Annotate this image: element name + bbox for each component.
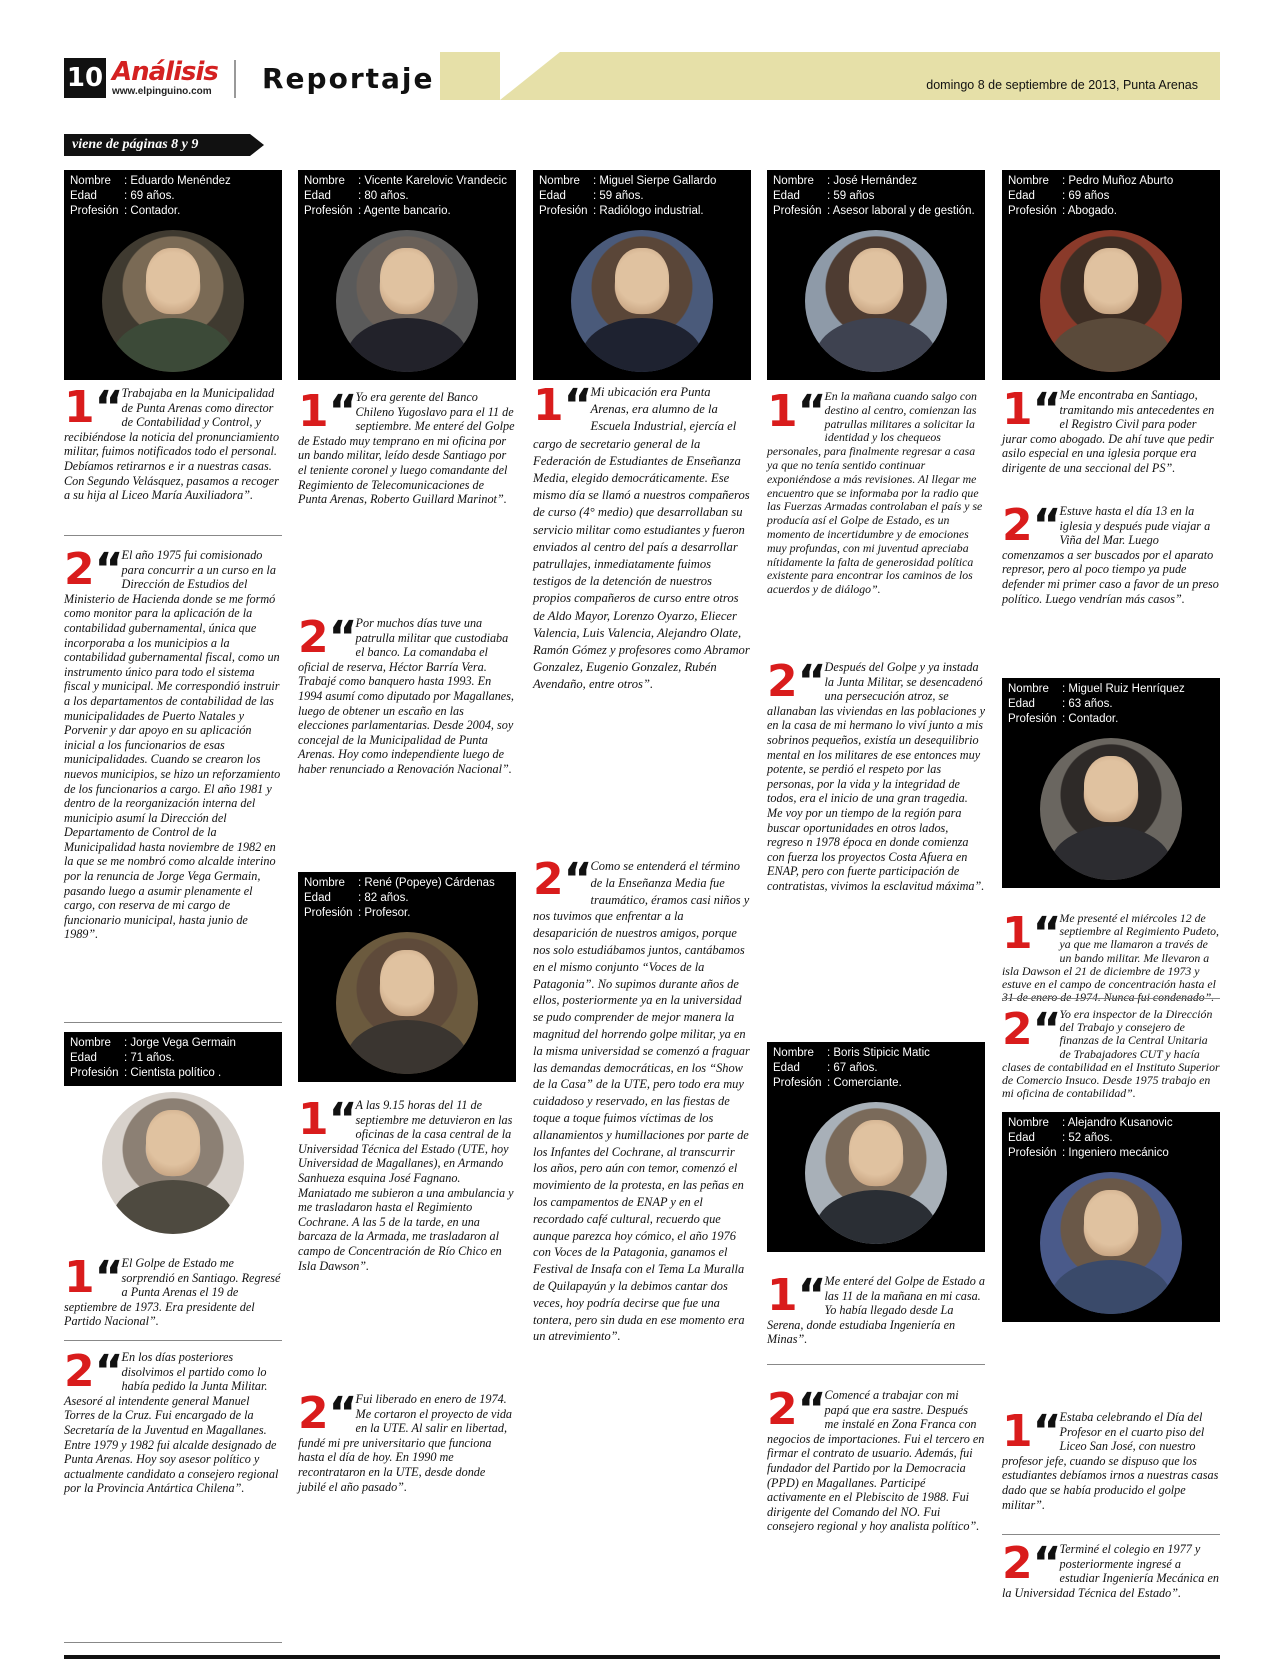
quote-mark-icon: “ [1032,1004,1056,1055]
profile-profession: : Ingeniero mecánico [1062,1147,1169,1159]
profile-profession: : Cientista político . [124,1067,222,1079]
divider [64,1022,282,1023]
quote-miguel-ruiz-2 [1002,1004,1220,1101]
profile-profession: : Asesor laboral y de gestión. [827,205,975,217]
name-label: Nombre [304,175,345,187]
quote-number-2: 2 [298,1388,329,1439]
profile-name: : Jorge Vega Germain [124,1037,236,1049]
profession-label: Profesión [1008,713,1057,725]
profile-card-miguel-ruiz [1002,678,1220,888]
profile-profession: : Contador. [124,205,181,217]
issue-date: domingo 8 de septiembre de 2013, Punta Arenas [926,78,1198,92]
quote-boris-1 [767,1270,985,1347]
quote-jorge-1 [64,1252,282,1329]
quote-number-2: 2 [1002,1004,1033,1055]
header-divider [234,60,236,98]
continued-from: viene de páginas 8 y 9 [64,134,250,156]
quote-number-2: 2 [767,1384,798,1435]
profile-name: : René (Popeye) Cárdenas [358,877,495,889]
quote-number-2: 2 [298,612,329,663]
name-label: Nombre [1008,175,1049,187]
divider [64,1642,282,1643]
quote-mark-icon: “ [94,1346,118,1397]
quote-text: Después del Golpe y ya instada la Junta Militar, se desencadenó una persecución atroz, se allanaban las viviendas en las poblaciones y en la casa de mi hermano lo viví junto a mis sobrinos pequeños, existía un desequilibrio mental en los militares de ese entonces muy potente, se perdió el respeto por las personas, por la vida y la integridad de todos, era el inicio de una gran tragedia. Me voy por un tiempo de la región para buscar oportunidades en otros lados, regreso n 1978 época en donde comienza con fuerza los proyectos Costa Afuera en ENAP, pero con fuerte participación de contratistas, vivimos la esclavitud máxima”. [767,660,985,893]
quote-number-2: 2 [767,656,798,707]
profile-card-eduardo [64,170,282,380]
footer-rule [64,1655,1220,1659]
portrait-photo [336,230,478,372]
continued-arrow-icon [250,134,264,156]
profession-label: Profesión [1008,205,1057,217]
profile-age: : 69 años. [124,190,175,202]
quote-mark-icon: “ [1032,908,1056,959]
quote-mark-icon: “ [1032,500,1056,551]
name-label: Nombre [70,1037,111,1049]
profile-profession: : Agente bancario. [358,205,451,217]
portrait-photo [1040,230,1182,372]
quote-number-2: 2 [533,854,564,905]
quote-mark-icon: “ [1032,1406,1056,1457]
quote-miguel-1 [533,380,751,694]
profile-name: : Pedro Muñoz Aburto [1062,175,1174,187]
quote-mark-icon: “ [797,656,821,707]
profile-age: : 63 años. [1062,698,1113,710]
age-label: Edad [773,1062,800,1074]
profile-age: : 67 años. [827,1062,878,1074]
divider [1002,1534,1220,1535]
page-number: 10 [64,58,106,98]
profile-card-jorge [64,1032,282,1242]
profile-age: : 80 años. [358,190,409,202]
quote-text: En los días posteriores disolvimos el partido como lo había pedido la Junta Militar. Asesoré al intendente general Manuel Torres de la Cruz. Fui encargado de la Secretaría de la Juventud en Magallanes. Entre 1979 y 1982 fui alcalde designado de Punta Arenas. Hoy soy asesor político y actualmente candidato a consejero regional por la Provincia Antártica Chilena”. [64,1350,279,1496]
quote-text: Como se entenderá el término de la Enseñanza Media fue traumático, éramos casi niños y nos tuvimos que enfrentar a la desaparición de nuestros amigos, porque nos solo estudiábamos juntos, cantábamos en el mismo conjunto “Voces de la Patagonia”. No supimos durante años de ellos, posteriormente ya en la universidad se pudo comprender de mejor manera la magnitud del horrendo golpe militar, ya en la misma universidad se comenzó a fraguar las demandas democráticas, en los “Show de la Casa” de la UTE, pero todo era muy cuidadoso y reservado, en las fiestas de toque a toque fuimos víctimas de los allanamientos y humillaciones por parte de los Infantes del Cochrane, al transcurrir los años, pero aún con temor, comenzó el movimiento de la protesta, en las peñas en los campamentos de ENAP y en el recordado café cultural, recuerdo que aunque parezca hoy cómico, el año 1976 con Voces de la Patagonia, ganamos el Festival de Insafa con el Tema La Muralla de Quilapayún y la debimos cantar dos veces, hoy podría decirse que fue una tontera, pero sin duda en ese momento era un atrevimiento”. [533,859,750,1344]
profile-info [1002,678,1220,732]
profile-age: : 52 años. [1062,1132,1113,1144]
profile-profession: : Comerciante. [827,1077,902,1089]
profile-info [1002,1112,1220,1166]
quote-jose-2 [767,656,985,894]
profession-label: Profesión [70,205,119,217]
quote-mark-icon: “ [563,854,587,905]
quote-jorge-2 [64,1346,282,1496]
divider [64,535,282,536]
name-label: Nombre [1008,683,1049,695]
quote-text: Por muchos días tuve una patrulla militar que custodiaba el banco. La comandaba el oficial de reserva, Héctor Barría Vera. Trabajé como banquero hasta 1993. En 1994 asumí como diputado por Magallanes, luego de obtener un escaño en las elecciones parlamentarias. Desde 2004, soy concejal de la Municipalidad de Punta Arenas. Hoy como independiente luego de haber renunciado a Renovación Nacional”. [298,616,514,776]
profile-info [1002,170,1220,224]
portrait-photo [102,230,244,372]
quote-text: Mi ubicación era Punta Arenas, era alumno de la Escuela Industrial, ejercía el cargo de secretario general de la Federación de Estudiantes de Enseñanza Media, elegido democráticamente. Ese mismo día se llamó a nuestros compañeros de curso (4° medio) que desarrollaban su servicio militar como estudiantes y fueron enviados al centro del país a desarrollar patrullajes, inmediatamente fuimos testigos de la detención de nuestros propios compañeros de curso entre otros de Aldo Mayor, Lorenzo Oyarzo, Eliecer Valencia, Luis Valencia, Alejandro Olate, Ramón Gómez y profesores como Abramor Gonzalez, Eugenio Gonzalez, Rubén Avendaño, entre otros”. [533,385,750,692]
profile-profession: : Abogado. [1062,205,1117,217]
quote-text: Me presenté el miércoles 12 de septiembre al Regimiento Pudeto, ya que me llamaron a través de un bando militar. Me llevaron a isla Dawson el 21 de diciembre de 1973 y estuve en el campo de concentración hasta el [1002,911,1219,992]
quote-mark-icon: “ [328,1094,352,1145]
quote-pedro-2 [1002,500,1220,606]
quote-boris-2 [767,1384,985,1534]
profile-name: : José Hernández [827,175,918,187]
quote-vicente-1 [298,386,516,507]
quote-text: Trabajaba en la Municipalidad de Punta Arenas como director de Contabilidad y Control, y recibiéndose la noticia del pronunciamiento militar, fuimos notificados todo el personal. Debíamos retirarnos e ir a nuestras casas. Con Segundo Velásquez, pasamos a recoger a su hija al Liceo María Auxiliadora”. [64,386,280,503]
profession-label: Profesión [304,907,353,919]
name-label: Nombre [70,175,111,187]
brand-url: www.elpinguino.com [112,86,212,97]
quote-number-2: 2 [64,1346,95,1397]
quote-number-1: 1 [298,1094,329,1145]
profile-card-vicente [298,170,516,380]
profile-info [767,170,985,224]
age-label: Edad [70,190,97,202]
quote-text: Yo era inspector de la Dirección del Trabajo y consejero de finanzas de la Central Unitaria de Trabajadores CUT y hacía clases de contabilidad en el Instituto Superior de Comercio Insuco. Desde 1975 trabajo en mi oficina de contabilidad”. [1002,1007,1220,1101]
age-label: Edad [773,190,800,202]
profession-label: Profesión [70,1067,119,1079]
age-label: Edad [304,892,331,904]
quote-number-1: 1 [767,1270,798,1321]
quote-number-2: 2 [64,544,95,595]
profile-name: : Vicente Karelovic Vrandecic [358,175,507,187]
profession-label: Profesión [773,205,822,217]
profile-card-rene [298,872,516,1082]
profile-info [298,872,516,926]
quote-mark-icon: “ [328,612,352,663]
quote-text: Terminé el colegio en 1977 y posteriormente ingresé a estudiar Ingeniería Mecánica en la Universidad Técnica del Estado”. [1002,1542,1219,1600]
quote-number-1: 1 [1002,1406,1033,1457]
quote-text: Yo era gerente del Banco Chileno Yugoslavo para el 11 de septiembre. Me enteré del Golpe de Estado muy temprano en mi oficina por un bando militar, leído desde Santiago por el teniente coronel y luego comandante del Regimiento de Telecomunicaciones de Punta Arenas, Roberto Guillard Marinot”. [298,390,515,507]
quote-mark-icon: “ [94,382,118,433]
quote-eduardo-1 [64,382,282,503]
quote-mark-icon: “ [797,386,821,437]
quote-number-1: 1 [1002,384,1033,435]
quote-text: El Golpe de Estado me sorprendió en Santiago. Regresé a Punta Arenas el 19 de septiembre de 1973. Era presidente del Partido Nacional”. [64,1256,281,1329]
profile-card-miguel [533,170,751,380]
profile-age: : 71 años. [124,1052,175,1064]
quote-text: Me encontraba en Santiago, tramitando mis antecedentes en el Registro Civil para poder jurar como abogado. De ahí tuve que pedir asilo especial en una iglesia porque era dirigente de una seccional del PS”. [1002,388,1215,475]
age-label: Edad [1008,1132,1035,1144]
quote-mark-icon: “ [797,1270,821,1321]
portrait-photo [571,230,713,372]
profile-card-boris [767,1042,985,1252]
profession-label: Profesión [539,205,588,217]
age-label: Edad [1008,698,1035,710]
quote-text: Fui liberado en enero de 1974. Me cortaron el proyecto de vida en la UTE. Al salir en libertad, fundé mi pre universitario que funciona hasta el día de hoy. En 1990 me recontrataron en la UTE, desde donde jubilé el año pasado”. [298,1392,513,1494]
age-label: Edad [539,190,566,202]
profile-profession: : Contador. [1062,713,1119,725]
portrait-photo [1040,738,1182,880]
portrait-photo [102,1092,244,1234]
profile-info [64,170,282,224]
brand-name: Análisis [112,57,218,87]
profile-name: : Alejandro Kusanovic [1062,1117,1173,1129]
quote-mark-icon: “ [1032,384,1056,435]
age-label: Edad [70,1052,97,1064]
quote-rene-2 [298,1388,516,1494]
quote-number-1: 1 [767,386,798,437]
quote-text: El año 1975 fui comisionado para concurrir a un curso en la Dirección de Estudios del Ministerio de Hacienda donde se me formó como monitor para la aplicación de la contabilidad gubernamental, única que incorporaba a los municipios a la contabilidad gubernamental fiscal, como un instrumento único para todo el sistema fiscal y municipal. Me correspondió instruir a los departamentos de contabilidad de las municipalidades de Puerto Natales y Porvenir y dar apoyo en su aplicación inicial a los funcionarios de esas municipalidades. Cuando se crearon los nuevos municipios, se hizo un reforzamiento de los funcionarios a cargo. El año 1981 y dentro de la reorganización interna del municipio asumí la Dirección del Departamento de Control de la Municipalidad hasta noviembre de 1982 en la que se me nombró como alcalde interino por la renuncia de Jorge Vega Germain, pasando luego a asumir plenamente el cargo, con reserva de mi cargo de funcionario municipal, hasta junio de 1989”. [64,548,281,942]
profile-profession: : Radiólogo industrial. [593,205,704,217]
age-label: Edad [1008,190,1035,202]
profile-info [64,1032,282,1086]
profile-info [298,170,516,224]
name-label: Nombre [773,175,814,187]
quote-mark-icon: “ [94,544,118,595]
profile-info [767,1042,985,1096]
profession-label: Profesión [773,1077,822,1089]
name-label: Nombre [1008,1117,1049,1129]
quote-rene-1 [298,1094,516,1273]
quote-mark-icon: “ [328,1388,352,1439]
profession-label: Profesión [304,205,353,217]
profile-age: : 82 años. [358,892,409,904]
quote-alejandro-1 [1002,1406,1220,1512]
age-label: Edad [304,190,331,202]
quote-alejandro-2 [1002,1538,1220,1600]
quote-eduardo-2 [64,544,282,942]
quote-mark-icon: “ [563,380,587,431]
portrait-photo [336,932,478,1074]
quote-number-1: 1 [533,380,564,431]
quote-jose-1 [767,386,985,597]
quote-text: En la mañana cuando salgo con destino al centro, comienzan las patrullas militares a solicitar la identidad y los chequeos personales, para finalmente regresar a casa ya que no tenía sentido continuar exponiéndose a más revisiones. Al llegar me encuentro que se informaba por la radio que las Fuerzas Armadas controlaban el país y se producía así el Golpe de Estado, es un momento de incertidumbre y de emociones muy profundas, con mi juventud apreciaba nítidamente la falta de generosidad política existente para encontrar los caminos de los acuerdos y de diálogo”. [767,389,983,597]
quote-mark-icon: “ [94,1252,118,1303]
quote-number-2: 2 [1002,1538,1033,1589]
name-label: Nombre [539,175,580,187]
name-label: Nombre [304,877,345,889]
quote-pedro-1 [1002,384,1220,476]
name-label: Nombre [773,1047,814,1059]
quote-text: Me enteré del Golpe de Estado a las 11 de la mañana en mi casa. Yo había llegado desde La Serena, donde estudiaba Ingeniería en Minas”. [767,1274,985,1347]
profile-name: : Miguel Sierpe Gallardo [593,175,717,187]
profile-info [533,170,751,224]
quote-number-1: 1 [64,382,95,433]
portrait-photo [1040,1172,1182,1314]
profile-card-pedro [1002,170,1220,380]
profile-name: : Boris Stipicic Matic [827,1047,930,1059]
header-banner-cut [500,52,560,100]
profile-name: : Miguel Ruiz Henríquez [1062,683,1185,695]
portrait-photo [805,1102,947,1244]
profile-age: : 59 años [827,190,875,202]
portrait-photo [805,230,947,372]
quote-text: A las 9.15 horas del 11 de septiembre me detuvieron en las oficinas de la casa central de la Universidad Técnica del Estado (UTE, hoy Universidad de Magallanes), en Armando Sanhueza esquina José Fagnano. Maniatado me subieron a una ambulancia y me trasladaron hasta el Regimiento Cochrane. A las 5 de la tarde, en una barcaza de la Armada, me trasladaron al campo de Concentración de Río Chico en Isla Dawson”. [298,1098,514,1273]
quote-mark-icon: “ [797,1384,821,1435]
profile-card-jose [767,170,985,380]
quote-text: Comencé a trabajar con mi papá que era sastre. Después me instalé en Zona Franca con negocios de importaciones. Fui el tercero en firmar el contrato de usuario. Además, fui fundador del Partido por la Democracia (PPD) en Magallanes. Participé activamente en el Plebiscito de 1988. Fui dirigente del Comando del NO. Fui consejero regional y hoy analista político”. [767,1388,985,1534]
quote-mark-icon: “ [1032,1538,1056,1589]
page-header [0,0,1280,110]
section-title: Reportaje [262,62,435,95]
quote-number-1: 1 [64,1252,95,1303]
quote-text: Estuve hasta el día 13 en la iglesia y después pude viajar a Viña del Mar. Luego comenzamos a ser buscados por el aparato represor, pero al poco tiempo ya pude defender mi primer caso a favor de un preso político. Luego vendrían más casos”. [1002,504,1219,606]
profile-age: : 59 años. [593,190,644,202]
quote-miguel-ruiz-1 [1002,908,1220,1004]
divider [64,1340,282,1341]
quote-number-1: 1 [298,386,329,437]
brand-logo[interactable] [112,58,222,100]
quote-mark-icon: “ [328,386,352,437]
quote-number-2: 2 [1002,500,1033,551]
quote-text: Estaba celebrando el Día del Profesor en el cuarto piso del Liceo San José, con nuestro profesor jefe, cuando se dispuso que los estudiantes debíamos irnos a nuestras casas dado que se había producido el golpe militar”. [1002,1410,1219,1512]
profile-age: : 69 años [1062,190,1110,202]
profession-label: Profesión [1008,1147,1057,1159]
quote-number-1: 1 [1002,908,1033,959]
profile-name: : Eduardo Menéndez [124,175,231,187]
quote-miguel-2 [533,854,751,1345]
profile-card-alejandro [1002,1112,1220,1322]
profile-profession: : Profesor. [358,907,411,919]
divider [1002,998,1220,999]
divider [767,1364,985,1365]
quote-vicente-2 [298,612,516,777]
